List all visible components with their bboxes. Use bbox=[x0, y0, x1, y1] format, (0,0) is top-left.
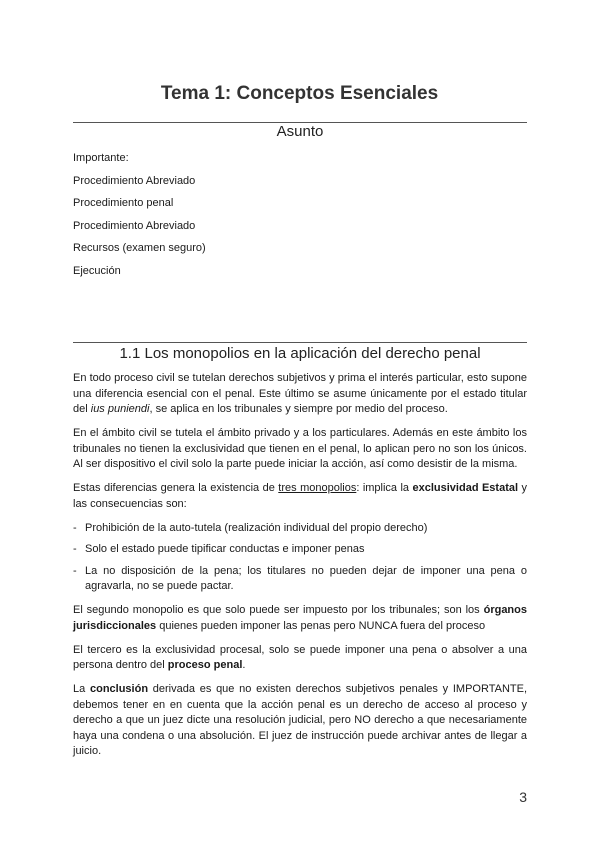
document-title: Tema 1: Conceptos Esenciales bbox=[160, 83, 439, 104]
section-heading: 1.1 Los monopolios en la aplicación del derecho penal bbox=[119, 345, 481, 362]
asunto-item: Recursos (examen seguro) bbox=[73, 242, 206, 255]
asunto-item: Procedimiento Abreviado bbox=[73, 219, 196, 232]
list-item: - La no disposición de la pena; los titulares no pueden dejar de imponer una pena o agravarla, no se puede pactar. bbox=[73, 564, 527, 592]
paragraph-2: En el ámbito civil se tutela el ámbito privado y a los particulares. Además en este ámbito los tribunales no tienen la exclusividad que tienen en el penal, lo aplican pero no son los únicos. Al ser dispositivo el civil solo la parte puede iniciar la acción, así como desistir de la misma. bbox=[73, 427, 527, 470]
bullet-dash: - bbox=[73, 564, 77, 577]
paragraph-5: El tercero es la exclusividad procesal, solo se puede imponer una pena o absolver a una persona dentro del proceso penal. bbox=[73, 643, 527, 671]
consequences-list bbox=[73, 521, 527, 595]
list-item: - Solo el estado puede tipificar conductas e imponer penas bbox=[73, 542, 527, 558]
divider-section bbox=[73, 342, 527, 343]
asunto-heading: Asunto bbox=[276, 123, 324, 140]
asunto-list bbox=[73, 151, 527, 287]
asunto-item: Ejecución bbox=[73, 264, 121, 277]
section-body bbox=[73, 371, 527, 768]
paragraph-6: La conclusión derivada es que no existen derechos subjetivos penales y IMPORTANTE, debemos tener en en cuenta que la acción penal es un derecho de acceso al proceso y derecho a que un juez dicte una resolución judicial, pero NO derecho a que necesariamente haya una condena o una absolución. El juez de instrucción puede archivar antes de llegar a juicio. bbox=[73, 683, 528, 757]
bullet-dash: - bbox=[73, 521, 77, 534]
paragraph-1: En todo proceso civil se tutelan derechos subjetivos y prima el interés particular, esto supone una diferencia esencial con el penal. Este último se asume únicamente por el estado titular del ius puniendi, se aplica en los tribunales y siempre por medio del proceso. bbox=[73, 372, 527, 415]
asunto-item: Procedimiento penal bbox=[73, 197, 174, 210]
paragraph-3: Estas diferencias genera la existencia de tres monopolios: implica la exclusividad Estatal y las consecuencias son: bbox=[73, 482, 527, 510]
page-number: 3 bbox=[519, 789, 527, 805]
paragraph-4: El segundo monopolio es que solo puede ser impuesto por los tribunales; son los órganos jurisdiccionales quienes pueden imponer las penas pero NUNCA fuera del proceso bbox=[73, 604, 527, 632]
asunto-item: Procedimiento Abreviado bbox=[73, 174, 196, 187]
list-item: - Prohibición de la auto-tutela (realización individual del propio derecho) bbox=[73, 521, 527, 537]
asunto-item: Importante: bbox=[73, 152, 129, 164]
bullet-dash: - bbox=[73, 543, 77, 555]
